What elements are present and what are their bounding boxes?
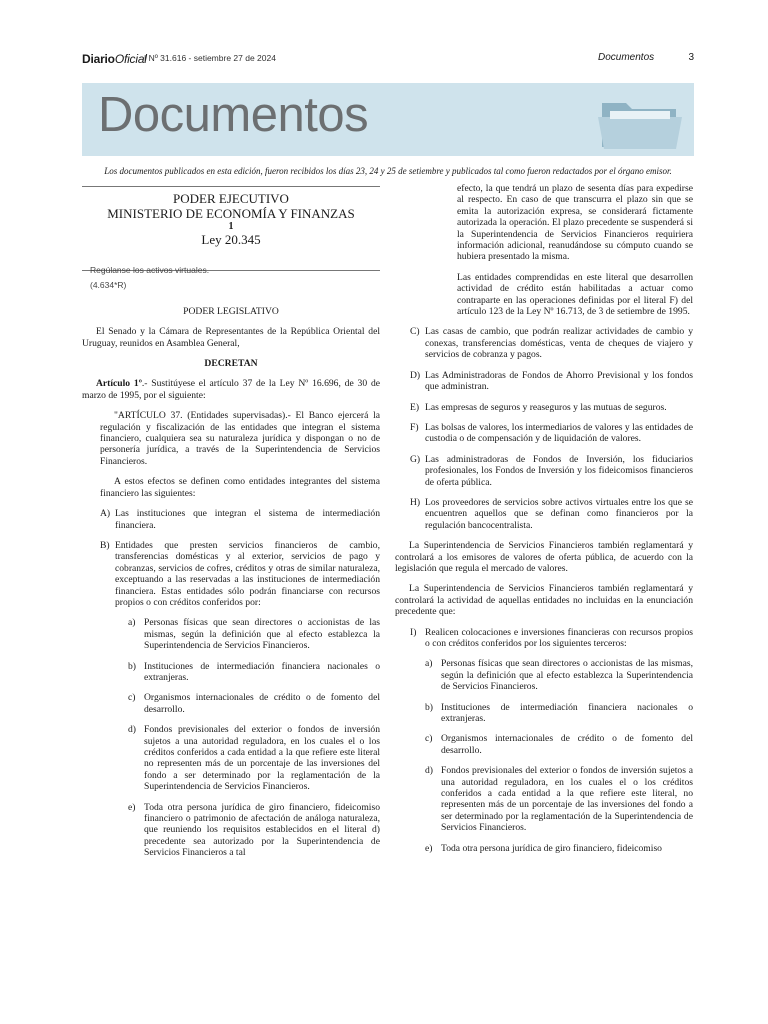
org-title: PODER EJECUTIVO	[173, 191, 289, 206]
list-marker: E)	[410, 401, 420, 413]
law-title: Ley 20.345	[201, 232, 261, 247]
list-item-text: Las casas de cambio, que podrán realizar actividades de cambio y conexas, transferencias domésticas, venta de cheques de viajero y servicios de cobranza y pagos.	[425, 326, 693, 361]
list-marker: b)	[425, 701, 433, 713]
page-number: 3	[688, 52, 694, 63]
publication-brand	[82, 52, 147, 66]
list-marker: I)	[410, 626, 417, 638]
list-item	[82, 540, 380, 608]
paragraph: La Superintendencia de Servicios Financieros también reglamentará y controlará a los emisores de valores de oferta pública, de acuerdo con la legislación que regula el mercado de valores.	[395, 540, 693, 574]
list-item	[82, 692, 380, 715]
list-item	[395, 402, 693, 413]
list-item-text: Las empresas de seguros y reaseguros y las mutuas de seguros.	[425, 401, 667, 413]
divider	[82, 186, 380, 187]
list-item	[395, 497, 693, 531]
list-item	[82, 661, 380, 684]
list-item	[82, 617, 380, 651]
article-label: Artículo 1º	[96, 378, 142, 390]
list-item-text: Entidades que presten servicios financieros de cambio, transferencias domésticas y al exterior, servicios de pago y cobranzas, servicios de cofres, créditos y otras de similar naturaleza, exceptuando a las reservadas a las instituciones de intermediación financiera. Estas entidades sólo podrán financiarse con recursos propios o con créditos conferidos por:	[115, 539, 380, 608]
list-marker: a)	[425, 658, 433, 670]
list-item-text: Instituciones de intermediación financiera nacionales o extranjeras.	[441, 701, 693, 725]
page-header	[82, 52, 694, 68]
article-text: .- Sustitúyese el artículo 37 de la Ley Nº 16.696, de 30 de marzo de 1995, por el siguiente:	[82, 378, 381, 401]
article-1	[82, 378, 380, 401]
list-item-text: Personas físicas que sean directores o accionistas de las mismas, según la definición que al efecto establezca la Superintendencia de Servicios Financieros.	[441, 658, 693, 693]
quote-paragraph: "ARTÍCULO 37. (Entidades supervisadas).- El Banco ejercerá la regulación y fiscalización de las entidades que integran el sistema financiero, cualquiera sea su naturaleza jurídica y dispongan o no de personería jurídica, a través de la Superintendencia de Servicios Financieros.	[100, 410, 380, 467]
list-item-text: Toda otra persona jurídica de giro financiero, fideicomiso financiero o patrimonio de afectación de análoga naturaleza, que reuniendo los requisitos establecidos en el literal d) precedente sea autorizado por la Superintendencia de Servicios Financieros a tal	[144, 801, 380, 859]
list-marker: D)	[410, 369, 421, 381]
list-item-text: Instituciones de intermediación financiera nacionales o extranjeras.	[144, 660, 380, 683]
list-item-text: Fondos previsionales del exterior o fondos de inversión sujetos a una autoridad reguladora, en los cuales el o los créditos conferidos a cada entidad a la que refiere este literal, no representen más de un porcentaje de las inversiones del fondo a ser determinado por la reglamentación de la Superintendencia de Servicios Financieros.	[441, 765, 693, 834]
list-marker: d)	[128, 724, 136, 736]
publication-note: Los documentos publicados en esta edición, fueron recibidos los días 23, 24 y 25 de setiembre y publicados tal como fueron redactados por el órgano emisor.	[104, 166, 672, 176]
summary: Regúlanse los activos virtuales.	[90, 265, 210, 275]
list-marker: F)	[410, 421, 419, 433]
decretan-heading: DECRETAN	[204, 358, 258, 370]
section-name: Documentos	[598, 52, 655, 63]
list-item-text: Las instituciones que integran el sistema de intermediación financiera.	[115, 508, 380, 531]
quote-paragraph: A estos efectos se definen como entidades integrantes del sistema financiero las siguientes:	[100, 476, 380, 499]
document-number: 1	[228, 221, 234, 232]
list-item	[395, 733, 693, 756]
list-marker: a)	[128, 617, 136, 629]
list-marker: C)	[410, 326, 420, 338]
list-item	[395, 326, 693, 360]
right-column	[395, 183, 693, 854]
list-item	[82, 508, 380, 531]
list-marker: G)	[410, 453, 421, 465]
list-marker: b)	[128, 660, 136, 672]
banner-title: Documentos	[98, 88, 369, 142]
list-item	[395, 454, 693, 488]
continued-paragraph: efecto, la que tendrá un plazo de sesenta días para expedirse al respecto. En caso de que transcurra el plazo sin que se emita la autorización expresa, se considerará fictamente autorizada la operación. El plazo precedente se suspenderá si la Superintendencia de Servicios Financieros requiriera información adicional, reanudándose su cómputo cuando se hubiera presentado la misma.	[457, 183, 693, 263]
list-item	[395, 370, 693, 393]
list-marker: e)	[425, 842, 433, 854]
folder-icon	[596, 89, 688, 153]
issue-info: | Nº 31.616 - setiembre 27 de 2024	[144, 53, 276, 63]
list-item-text: Organismos internacionales de crédito o de fomento del desarrollo.	[144, 692, 380, 715]
intro-paragraph: El Senado y la Cámara de Representantes de la República Oriental del Uruguay, reunidos en Asamblea General,	[82, 326, 380, 349]
ministry-title: MINISTERIO DE ECONOMÍA Y FINANZAS	[107, 206, 355, 221]
continued-paragraph: Las entidades comprendidas en este literal que desarrollen actividad de crédito están habilitadas a actuar como contraparte en las operaciones definidas por el literal F) del artículo 123 de la Ley Nº 16.713, de 3 de setiembre de 1995.	[457, 271, 693, 318]
brand-italic: Oficial	[114, 52, 147, 66]
list-marker: H)	[410, 496, 421, 508]
list-item-text: Las administradoras de Fondos de Inversión, los fiduciarios profesionales, los Fondos de Inversión y los fideicomisos financieros de oferta pública.	[425, 453, 693, 488]
legislative-heading: PODER LEGISLATIVO	[183, 305, 279, 317]
list-item-text: Personas físicas que sean directores o accionistas de las mismas, según la definición que al efecto establezca la Superintendencia de Servicios Financieros.	[144, 617, 380, 652]
list-marker: c)	[128, 692, 136, 704]
list-item-text: Organismos internacionales de crédito o de fomento del desarrollo.	[441, 733, 693, 756]
list-item	[395, 765, 693, 833]
list-item-text: Toda otra persona jurídica de giro financiero, fideicomiso	[441, 842, 662, 854]
list-marker: c)	[425, 733, 433, 745]
list-item-text: Realicen colocaciones e inversiones financieras con recursos propios o con créditos conferidos por los siguientes terceros:	[425, 626, 693, 649]
paragraph: La Superintendencia de Servicios Financieros también reglamentará y controlará la actividad de aquellas entidades no incluidas en la enunciación precedente que:	[395, 583, 693, 618]
list-item	[395, 658, 693, 692]
reference: (4.634*R)	[90, 280, 127, 291]
left-column	[82, 191, 380, 859]
list-marker: e)	[128, 801, 136, 813]
brand-bold: Diario	[82, 52, 115, 66]
list-item-text: Fondos previsionales del exterior o fondos de inversión sujetos a una autoridad reguladora, en los cuales el o los créditos conferidos a cada entidad a la que refiere este literal no representen más de un porcentaje de las inversiones del fondo a ser determinado por la reglamentación de la Superintendencia de Servicios Financieros.	[144, 724, 380, 793]
list-item	[395, 627, 693, 650]
list-marker: d)	[425, 765, 433, 777]
list-item-text: Los proveedores de servicios sobre activos virtuales entre los que se encuentren aquellos que se definan como financieros por la regulación bancocentralista.	[425, 496, 693, 531]
list-marker: B)	[100, 539, 110, 551]
section-banner	[82, 83, 694, 156]
list-item	[395, 843, 693, 854]
list-item	[395, 702, 693, 725]
list-marker: A)	[100, 508, 111, 520]
list-item	[395, 422, 693, 445]
list-item-text: Las Administradoras de Fondos de Ahorro Previsional y los fondos que administran.	[425, 369, 693, 393]
list-item	[82, 802, 380, 859]
list-item	[82, 724, 380, 792]
list-item-text: Las bolsas de valores, los intermediarios de valores y las entidades de custodia o de compensación y de liquidación de valores.	[425, 421, 693, 445]
